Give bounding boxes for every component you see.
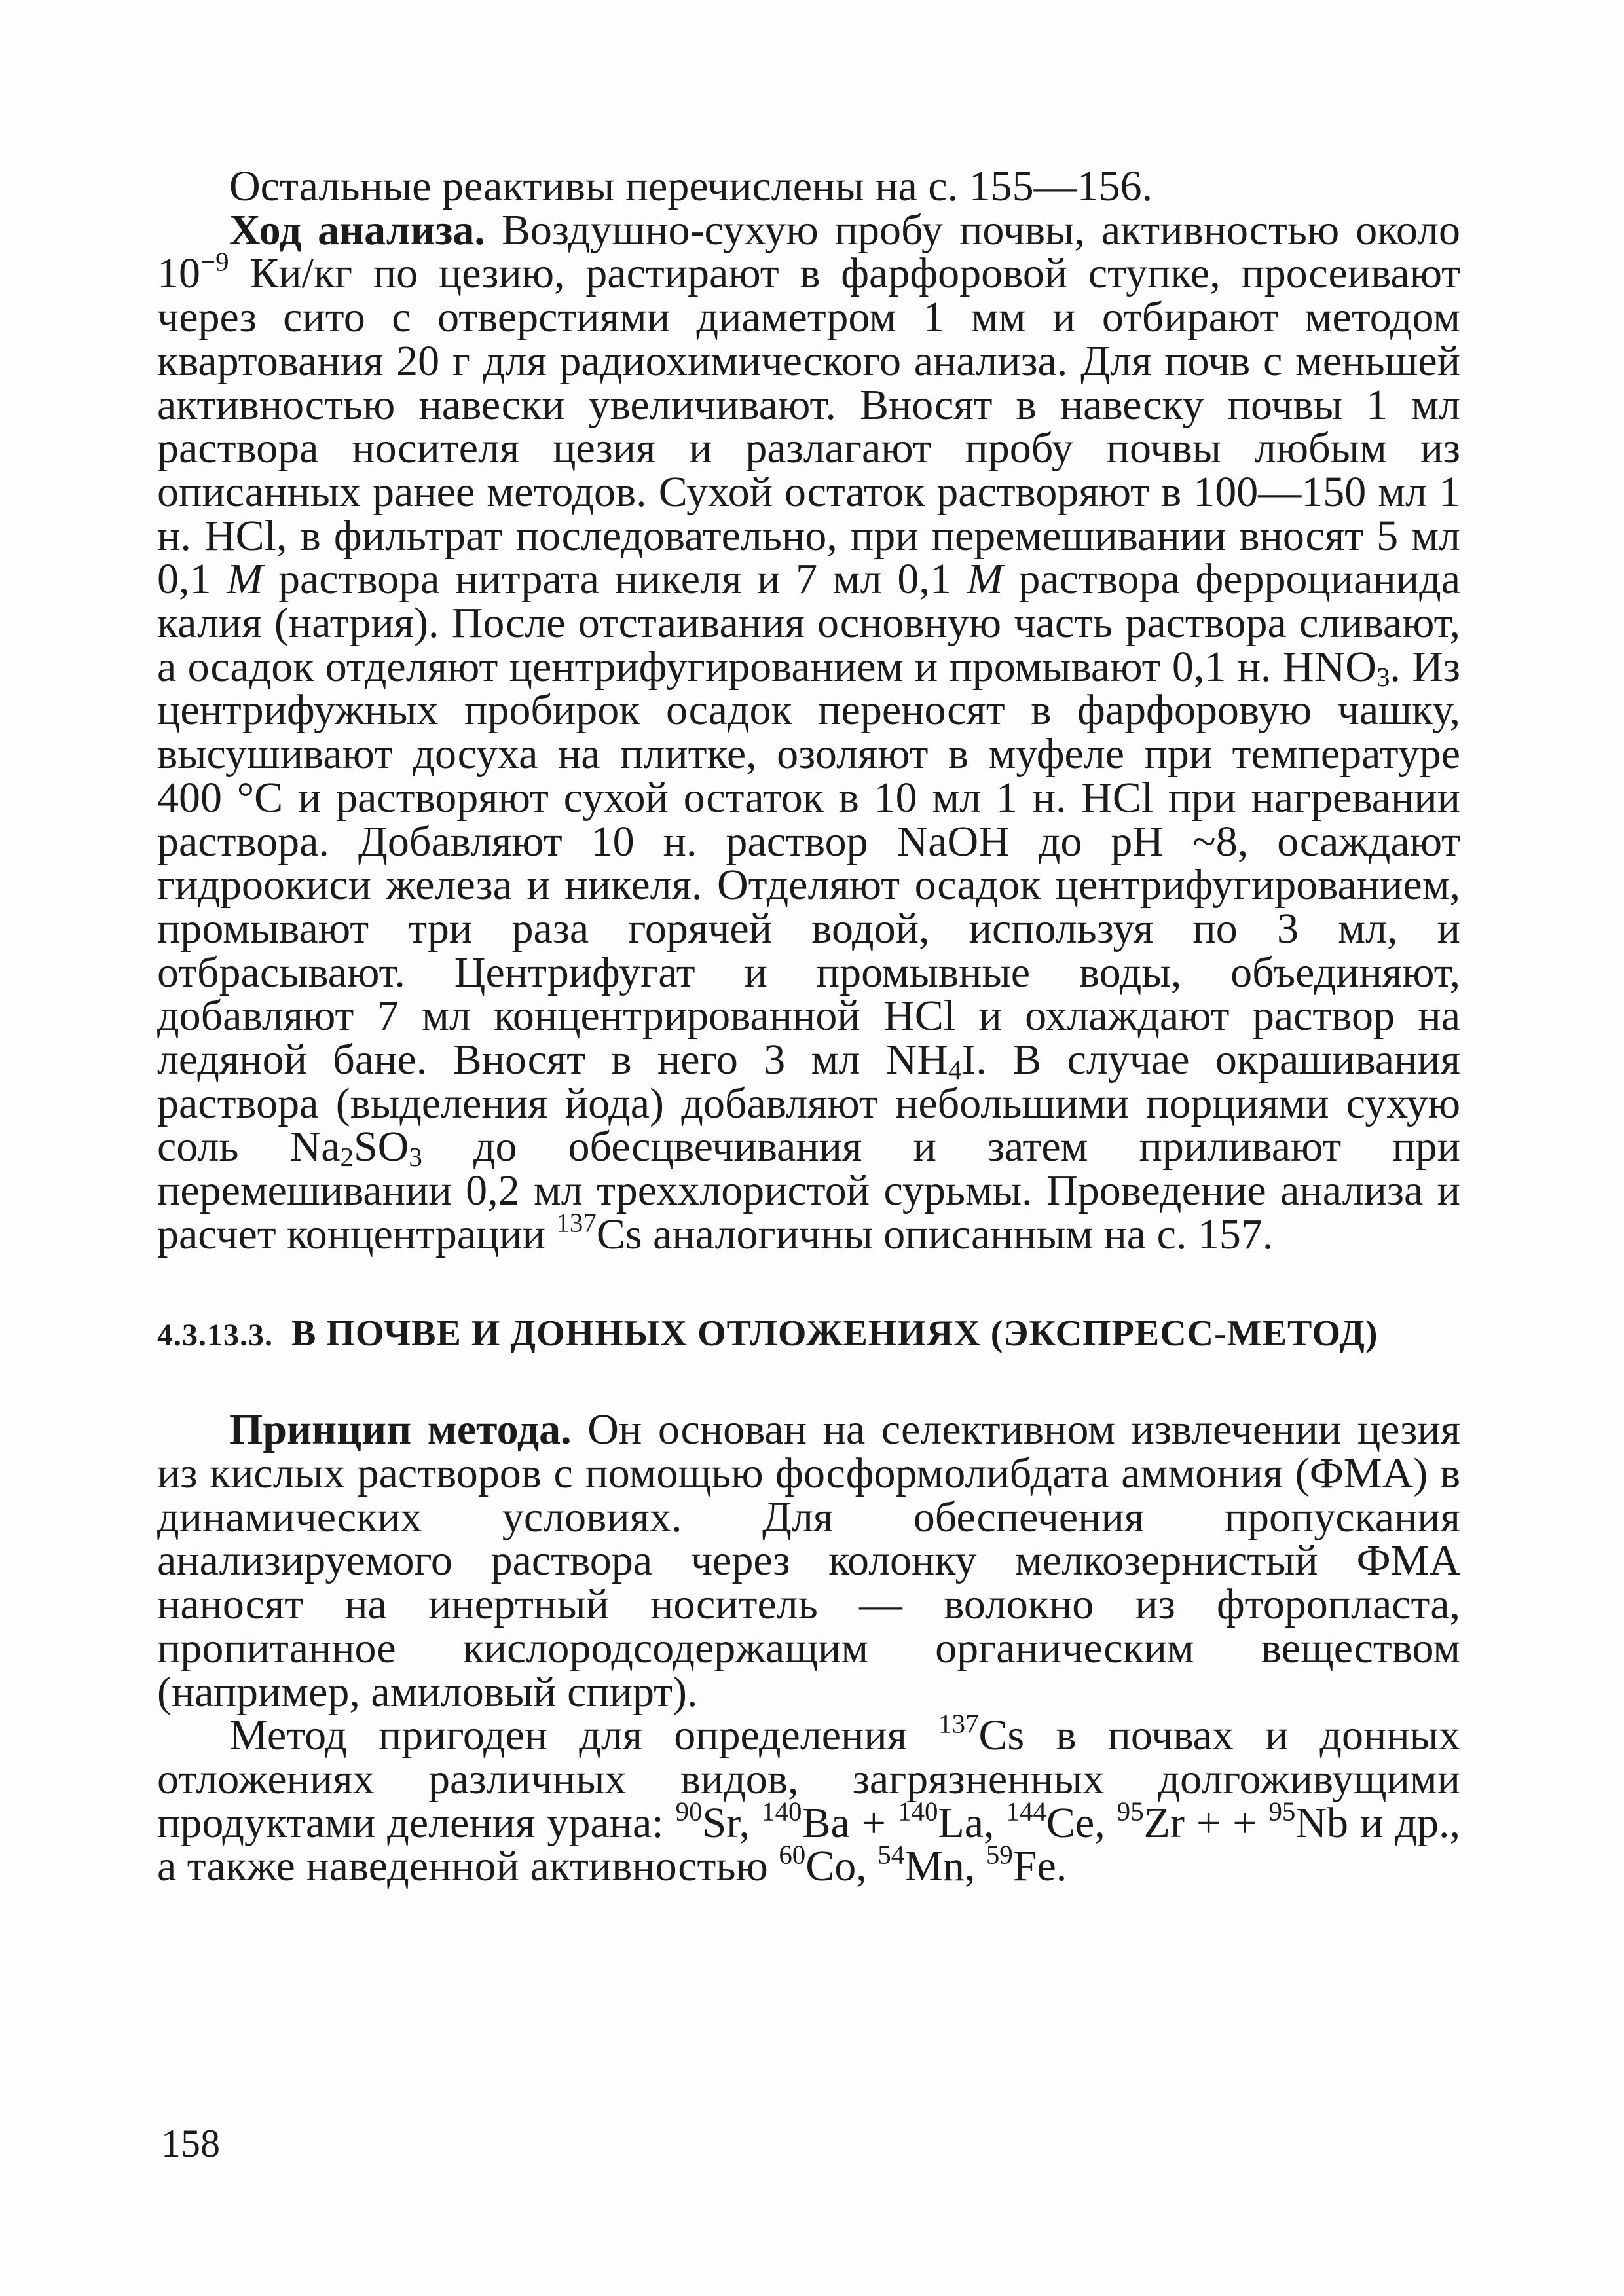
- reagents-note: [157, 162, 1460, 210]
- method-principle-heading: Принцип метода.: [229, 1406, 572, 1454]
- page-number: 158: [161, 2122, 220, 2165]
- section-title: В ПОЧВЕ И ДОННЫХ ОТЛОЖЕНИЯХ (ЭКСПРЕСС-МЕТОД): [291, 1313, 1378, 1354]
- method-applicability-paragraph: Метод пригоден для определения $^{137}$Cs в почвах и донных отложениях различных видов, загрязненных долгоживущими продуктами деления урана: $^{90}$Sr, $^{140}$Ba + $^{140}$La, $^{144}$Ce, $^{95}$Zr + + $^{95}$Nb и др., а также наведенной активностью $^{60}$Co, $^{54}$Mn, $^{59}$Fe.: [157, 1709, 1460, 1891]
- section-heading: [157, 1312, 1460, 1358]
- section-number: 4.3.13.3.: [157, 1317, 273, 1353]
- analysis-procedure-paragraph: Ход анализа. Воздушно-сухую пробу почвы, активностью около $10^{-9}$ Ки/кг по цезию, растирают в фарфоровой ступке, просеивают через сито с отверстиями диаметром 1 мм и отбирают методом квартования 20 г для радиохимического анализа. Для почв с меньшей активностью навески увеличивают. Вносят в навеску почвы 1 мл раствора носителя цезия и разлагают пробу почвы любым из описанных ранее методов. Сухой остаток растворяют в 100—150 мл 1 н. HCl, в фильтрат последовательно, при перемешивании вносят 5 мл 0,1 М раствора нитрата никеля и 7 мл 0,1 М раствора ферроцианида калия (натрия). После отстаивания основную часть раствора сливают, а осадок отделяют центрифугированием и промывают 0,1 н. $HNO_3$. Из центрифужных пробирок осадок переносят в фарфоровую чашку, высушивают досуха на плитке, озоляют в муфеле при температуре 400 °С и растворяют сухой остаток в 10 мл 1 н. HCl при нагревании раствора. Добавляют 10 н. раствор NaOH до pH ~8, осаждают гидроокиси железа и никеля. Отделяют осадок центрифугированием, промывают три раза горячей водой, используя по 3 мл, и отбрасывают. Центрифугат и промывные воды, объединяют, добавляют 7 мл концентрированной HCl и охлаждают раствор на ледяной бане. Вносят в него 3 мл $NH_4I$. В случае окрашивания раствора (выделения йода) добавляют небольшими порциями сухую соль $Na_2SO_3$ до обесцвечивания и затем приливают при перемешивании 0,2 мл треххлористой сурьмы. Проведение анализа и расчет концентрации $^{137}$Cs аналогичны описанным на с. 157.: [157, 206, 1461, 1258]
- text-block: [157, 162, 1461, 1891]
- reagents-note-text: Остальные реактивы перечислены на с. 155—156.: [229, 162, 1153, 210]
- method-principle-paragraph: Принцип метода. Он основан на селективном извлечении цезия из кислых растворов с помощью фосформолибдата аммония (ФМА) в динамических условиях. Для обеспечения пропускания анализируемого раствора через колонку мелкозернистый ФМА наносят на инертный носитель — волокно из фторопласта, пропитанное кислородсодержащим органическим веществом (например, амиловый спирт).: [157, 1406, 1461, 1716]
- analysis-procedure-heading: Ход анализа.: [229, 206, 485, 254]
